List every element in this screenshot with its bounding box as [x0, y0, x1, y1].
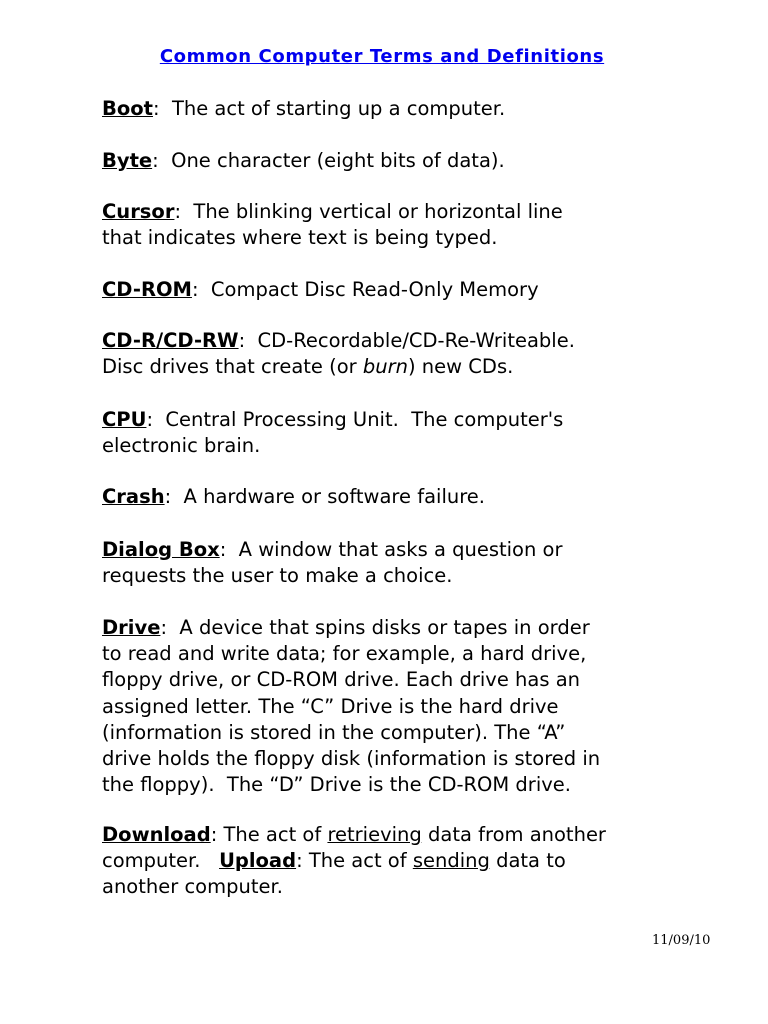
definition-drive-line5: (information is stored in the computer). The “A” — [102, 720, 566, 744]
footer-date: 11/09/10 — [652, 933, 711, 948]
term-cdrom: CD-ROM — [102, 278, 192, 301]
definition-drive-line7: the floppy). The “D” Drive is the CD-ROM drive. — [102, 773, 571, 797]
definition-drive-line3: floppy drive, or CD-ROM drive. Each drive has an — [102, 668, 581, 692]
term-cdr: CD-R/CD-RW — [102, 329, 239, 352]
definition-drive-line2: to read and write data; for example, a hard drive, — [102, 642, 587, 666]
definition-byte: : One character (eight bits of data). — [152, 149, 505, 172]
term-cpu: CPU — [102, 408, 147, 431]
definition-cdrom: : Compact Disc Read-Only Memory — [191, 278, 539, 301]
entry-drive — [102, 615, 692, 798]
definition-download-pre: : The act of — [210, 823, 328, 846]
definition-cursor-line2: that indicates where text is being typed. — [102, 226, 498, 250]
definition-download-underlined: retrieving — [327, 823, 422, 846]
definition-boot: : The act of starting up a computer. — [152, 97, 506, 120]
entry-dialog-box — [102, 537, 692, 589]
definition-cursor-line1: : The blinking vertical or horizontal line — [174, 200, 563, 223]
definition-upload-underlined: sending — [412, 849, 490, 873]
definition-download-line2-pre: computer. — [102, 849, 220, 873]
entry-cursor — [102, 199, 692, 251]
definition-cpu-line1: : Central Processing Unit. The computer's — [146, 408, 564, 431]
term-byte: Byte — [102, 149, 153, 172]
definition-cpu-line2: electronic brain. — [102, 434, 261, 458]
entry-crash — [102, 484, 692, 510]
definition-cdr-line2-pre: Disc drives that create (or — [102, 355, 363, 379]
definition-drive-line4: assigned letter. The “C” Drive is the hard drive — [102, 694, 559, 718]
entry-cdr — [102, 328, 692, 380]
definition-crash: : A hardware or software failure. — [164, 485, 486, 508]
definition-dialog-line1: : A window that asks a question or — [219, 538, 563, 561]
definition-cdr-line2-em: burn — [362, 355, 408, 379]
term-drive: Drive — [102, 616, 161, 639]
definition-upload-line3: another computer. — [102, 875, 283, 899]
term-dialog-box: Dialog Box — [102, 538, 220, 561]
definition-upload-mid: : The act of — [296, 849, 413, 873]
page-title: Common Computer Terms and Definitions — [159, 46, 605, 67]
definition-cdr-line1: : CD-Recordable/CD-Re-Writeable. — [238, 329, 575, 352]
term-boot: Boot — [102, 97, 153, 120]
term-download: Download — [102, 823, 211, 846]
definition-cdr-line2-post: ) new CDs. — [408, 355, 514, 379]
definition-upload-post: data to — [489, 849, 566, 873]
definition-download-post: data from another — [421, 823, 606, 846]
entry-cdrom — [102, 277, 692, 303]
term-crash: Crash — [102, 485, 165, 508]
term-cursor: Cursor — [102, 200, 175, 223]
definition-drive-line1: : A device that spins disks or tapes in order — [160, 616, 590, 639]
entry-download — [102, 822, 692, 901]
term-upload: Upload — [219, 849, 297, 873]
entry-byte — [102, 148, 692, 174]
definition-drive-line6: drive holds the floppy disk (information is stored in — [102, 747, 601, 771]
definition-dialog-line2: requests the user to make a choice. — [102, 564, 453, 588]
entry-boot — [102, 96, 692, 122]
entry-cpu — [102, 407, 692, 459]
